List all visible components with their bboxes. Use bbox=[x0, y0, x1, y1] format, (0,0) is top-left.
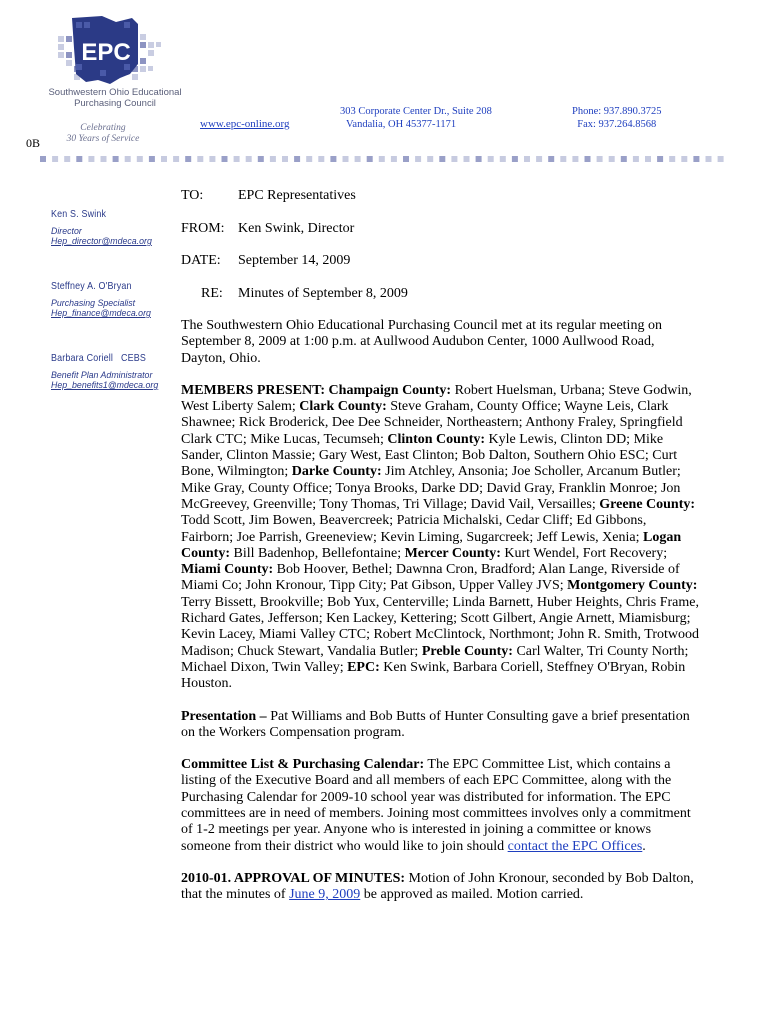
presentation-text: Pat Williams and Bob Butts of Hunter Consulting gave a brief presentation on the Workers Compensation program. bbox=[181, 708, 690, 740]
decorative-square bbox=[64, 156, 70, 162]
decorative-square bbox=[343, 156, 349, 162]
contact-numbers bbox=[572, 105, 662, 131]
staff-name: Barbara Coriell CEBS bbox=[51, 352, 147, 364]
decorative-square bbox=[125, 156, 131, 162]
county-name: Miami County: bbox=[181, 562, 274, 578]
decorative-square bbox=[415, 156, 421, 162]
members-paragraph bbox=[181, 383, 701, 693]
decorative-square bbox=[548, 156, 554, 162]
decorative-square bbox=[294, 156, 300, 162]
decorative-square bbox=[451, 156, 457, 162]
county-members: Robert Huelsman, Urbana; Steve Godwin, West Liberty Salem; bbox=[181, 382, 692, 415]
staff-email[interactable]: Hep_director@mdeca.org bbox=[51, 236, 152, 246]
staff-email[interactable]: Hep_finance@mdeca.org bbox=[51, 308, 151, 318]
decorative-square bbox=[633, 156, 639, 162]
decorative-square bbox=[512, 156, 518, 162]
decorative-square bbox=[669, 156, 675, 162]
decorative-square bbox=[476, 156, 482, 162]
staff-member-purchasing bbox=[51, 280, 151, 318]
decorative-square bbox=[488, 156, 494, 162]
staff-member-benefits bbox=[51, 352, 163, 390]
decorative-square bbox=[282, 156, 288, 162]
decorative-square bbox=[367, 156, 373, 162]
decorative-square bbox=[718, 156, 724, 162]
county-members: Jim Atchley, Ansonia; Joe Scholler, Arcanum Butler; Mike Gray, County Office; Tonya Brooks, Darke DD; David Gray, Franklin Monroe; Jon McGreevey, Greenville; Tony Thomas, Tri Village; David Vail, Versailles; bbox=[181, 464, 681, 512]
memo-date bbox=[181, 253, 350, 269]
fax-number: Fax: 937.264.8568 bbox=[577, 119, 657, 130]
decorative-square bbox=[379, 156, 385, 162]
celebrating-line1: Celebrating bbox=[80, 123, 126, 133]
county-members: Kyle Lewis, Clinton DD; Mike Sander, Clinton Massie; Gary West, East Clinton; Bob Dalton, Southern Ohio ESC; Curt Bone, Wilmington; bbox=[181, 431, 678, 480]
decorative-square bbox=[101, 156, 107, 162]
county-name: EPC: bbox=[347, 659, 380, 675]
presentation-paragraph bbox=[181, 709, 701, 742]
decorative-square bbox=[149, 156, 155, 162]
decorative-square bbox=[464, 156, 470, 162]
decorative-square bbox=[40, 156, 46, 162]
address-block bbox=[340, 105, 492, 131]
decorative-square bbox=[391, 156, 397, 162]
decorative-square bbox=[560, 156, 566, 162]
county-name: Clark County: bbox=[299, 399, 387, 415]
decorative-square bbox=[681, 156, 687, 162]
logo-text: EPC bbox=[81, 39, 131, 66]
approval-text: Motion of John Kronour, seconded by Bob Dalton, that the minutes of bbox=[181, 870, 694, 903]
staff-member-director bbox=[51, 208, 152, 246]
website-link[interactable]: www.epc-online.org bbox=[200, 118, 290, 130]
contact-epc-link[interactable]: contact the EPC Offices bbox=[507, 838, 643, 854]
county-members: Ken Swink, Barbara Coriell, Steffney O'Bryan, Robin Houston. bbox=[181, 659, 686, 692]
decorative-square-row bbox=[40, 155, 730, 163]
county-name: Logan County: bbox=[181, 529, 682, 561]
re-value: Minutes of September 8, 2009 bbox=[238, 286, 408, 301]
minutes-body bbox=[181, 318, 701, 904]
approval-end: be approved as mailed. Motion carried. bbox=[360, 887, 584, 903]
memo-re bbox=[181, 286, 408, 302]
decorative-square bbox=[439, 156, 445, 162]
committee-end: . bbox=[642, 838, 646, 854]
decorative-square bbox=[657, 156, 663, 162]
county-members: Kurt Wendel, Fort Recovery; bbox=[500, 545, 668, 561]
from-value: Ken Swink, Director bbox=[238, 221, 355, 236]
decorative-square bbox=[258, 156, 264, 162]
staff-role: Director bbox=[51, 226, 82, 236]
decorative-square bbox=[693, 156, 699, 162]
to-label: TO: bbox=[181, 188, 204, 203]
county-name: Mercer County: bbox=[404, 545, 501, 561]
county-members: Steve Graham, County Office; Wayne Leis, Clark Shawnee; Rick Broderick, Dee Dee Schneider, Northeastern; Anthony Fraley, Springfield Clark CTC; Mike Lucas, Tecumseh; bbox=[181, 399, 683, 447]
decorative-square bbox=[500, 156, 506, 162]
decorative-square bbox=[621, 156, 627, 162]
org-name-line1: Southwestern Ohio Educational bbox=[48, 87, 182, 98]
decorative-square bbox=[597, 156, 603, 162]
decorative-square bbox=[609, 156, 615, 162]
decorative-square bbox=[403, 156, 409, 162]
county-name: Darke County: bbox=[291, 464, 382, 480]
county-members: Bill Badenhop, Bellefontaine; bbox=[230, 545, 405, 561]
decorative-square bbox=[572, 156, 578, 162]
decorative-square bbox=[52, 156, 58, 162]
decorative-square bbox=[318, 156, 324, 162]
staff-role: Purchasing Specialist bbox=[51, 298, 136, 308]
decorative-square bbox=[234, 156, 240, 162]
decorative-square bbox=[585, 156, 591, 162]
decorative-square bbox=[209, 156, 215, 162]
staff-name: Ken S. Swink bbox=[51, 208, 107, 220]
decorative-square bbox=[427, 156, 433, 162]
county-name: Preble County: bbox=[421, 643, 513, 659]
county-members: Carl Walter, Tri County North; Michael Dixon, Twin Valley; bbox=[181, 643, 689, 675]
re-label: RE: bbox=[201, 286, 223, 301]
memo-from bbox=[181, 221, 354, 237]
decorative-square bbox=[173, 156, 179, 162]
document-code: 0B bbox=[26, 136, 41, 150]
staff-name: Steffney A. O'Bryan bbox=[51, 280, 132, 292]
address-line2: Vandalia, OH 45377-1171 bbox=[346, 119, 457, 130]
presentation-heading: Presentation – bbox=[181, 708, 267, 724]
approval-heading: 2010-01. APPROVAL OF MINUTES: bbox=[181, 870, 406, 886]
county-members: Bob Hoover, Bethel; Dawnna Cron, Bradford; Alan Lange, Riverside of Miami Co; John Kronour, Tipp City; Pat Gibson, Upper Valley JVS; bbox=[181, 562, 680, 594]
decorative-square bbox=[355, 156, 361, 162]
members-heading: MEMBERS PRESENT: bbox=[181, 382, 326, 398]
date-label: DATE: bbox=[181, 253, 221, 268]
decorative-square bbox=[536, 156, 542, 162]
county-members: Terry Bissett, Brookville; Bob Yux, Centerville; Linda Barnett, Huber Heights, Chris Frame, Richard Gates, Jefferson; Ken Lackey, Kettering; Scott Gilbert, Angie Arnett, Miamisburg; Kevin Lacey, Miami Valley CTC; Robert McClintock, Northmont; John R. Smith, Trotwood Madison; Chuck Stewart, Vandalia Butler; bbox=[181, 594, 699, 659]
staff-role: Benefit Plan Administrator bbox=[51, 370, 153, 380]
decorative-square bbox=[270, 156, 276, 162]
decorative-square bbox=[306, 156, 312, 162]
intro-paragraph: The Southwestern Ohio Educational Purchasing Council met at its regular meeting on September 8, 2009 at 1:00 p.m. at Aullwood Audubon Center, 1000 Aullwood Road, Dayton, Ohio. bbox=[181, 318, 662, 366]
committee-text: The EPC Committee List, which contains a listing of the Executive Board and all members of each EPC Committee, along with the Purchasing Calendar for 2009-10 school year was distributed for information. The EPC committees are in need of members. Joining most committees involves only a commitment of 1-2 meetings per year. Anyone who is interested in joining a committee or knows someone from their district who would like to join should bbox=[181, 757, 691, 854]
address-line1: 303 Corporate Center Dr., Suite 208 bbox=[340, 106, 492, 117]
to-value: EPC Representatives bbox=[238, 188, 356, 203]
celebrating-line2: 30 Years of Service bbox=[66, 134, 140, 144]
date-value: September 14, 2009 bbox=[238, 253, 351, 268]
decorative-square bbox=[76, 156, 82, 162]
decorative-square bbox=[137, 156, 143, 162]
from-label: FROM: bbox=[181, 221, 225, 236]
org-name bbox=[40, 87, 190, 109]
decorative-square bbox=[197, 156, 203, 162]
county-name: Montgomery County: bbox=[567, 578, 698, 594]
decorative-square bbox=[330, 156, 336, 162]
phone-number: Phone: 937.890.3725 bbox=[572, 106, 662, 117]
staff-email[interactable]: Hep_benefits1@mdeca.org bbox=[51, 380, 159, 390]
decorative-square bbox=[88, 156, 94, 162]
county-name: Greene County: bbox=[599, 496, 696, 512]
county-name: Champaign County: bbox=[328, 382, 452, 398]
county-name: Clinton County: bbox=[387, 431, 486, 447]
approval-paragraph bbox=[181, 871, 701, 904]
decorative-square bbox=[706, 156, 712, 162]
decorative-square bbox=[185, 156, 191, 162]
decorative-square bbox=[161, 156, 167, 162]
decorative-square bbox=[113, 156, 119, 162]
june-minutes-link[interactable]: June 9, 2009 bbox=[289, 887, 361, 903]
decorative-square bbox=[246, 156, 252, 162]
decorative-square bbox=[524, 156, 530, 162]
committee-heading: Committee List & Purchasing Calendar: bbox=[181, 757, 425, 773]
celebrating-badge bbox=[58, 123, 148, 145]
org-name-line2: Purchasing Council bbox=[74, 98, 156, 109]
decorative-square bbox=[645, 156, 651, 162]
committee-paragraph bbox=[181, 757, 701, 855]
memo-to bbox=[181, 188, 356, 204]
county-members: Todd Scott, Jim Bowen, Beavercreek; Patricia Michalski, Cedar Cliff; Ed Gibbons, Fairborn; Joe Parrish, Greeneview; Kevin Liming, Sugarcreek; Jeff Lewis, Xenia; bbox=[181, 513, 647, 545]
decorative-square bbox=[222, 156, 228, 162]
